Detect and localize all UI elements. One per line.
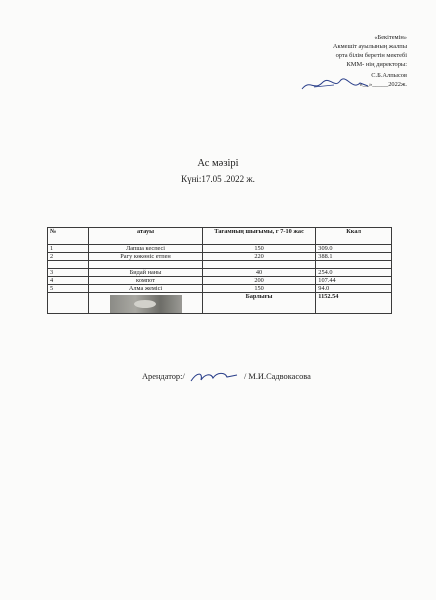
header-portion: Тағамның шығымы, г 7-10 жас [202, 228, 316, 245]
document-date: Күні:17.05 .2022 ж. [181, 174, 255, 184]
renter-label: Арендатор:/ [142, 371, 185, 381]
row-kcal: 94.0 [316, 285, 392, 293]
total-value: 1152.54 [316, 293, 392, 314]
row-num: 2 [48, 253, 89, 261]
renter-line [142, 370, 311, 384]
table-row [48, 253, 392, 261]
approval-line: «Бекітемін» [374, 34, 407, 41]
row-portion: 150 [202, 285, 316, 293]
director-signature [300, 77, 370, 93]
table-total-row [48, 293, 392, 314]
table-header-row [48, 228, 392, 245]
food-photo [110, 295, 182, 313]
director-name: С.Б.Алпысов [371, 72, 407, 79]
row-kcal: 388.1 [316, 253, 392, 261]
table-row [48, 277, 392, 285]
row-portion: 200 [202, 277, 316, 285]
table-row [48, 245, 392, 253]
approval-date: «__»_____2022ж. [359, 81, 407, 88]
menu-table [47, 227, 392, 314]
document-title: Ас мәзірі [197, 158, 239, 169]
header-kcal: Ккал [316, 228, 392, 245]
row-name: Лапша кеспесі [89, 245, 203, 253]
row-portion: 220 [202, 253, 316, 261]
approval-line: орта білім беретін мектебі [335, 52, 407, 59]
row-num: 3 [48, 269, 89, 277]
row-portion: 150 [202, 245, 316, 253]
approval-line: КММ- нің директоры: [346, 61, 407, 68]
row-num: 1 [48, 245, 89, 253]
header-num: № [48, 228, 89, 245]
food-photo-cell [89, 293, 203, 314]
row-portion: 40 [202, 269, 316, 277]
row-name: компот [89, 277, 203, 285]
renter-signature [187, 370, 242, 384]
approval-line: Акмешіт ауылының жалпы [332, 43, 407, 50]
row-num: 4 [48, 277, 89, 285]
row-kcal: 309.0 [316, 245, 392, 253]
row-name: Бидай наны [89, 269, 203, 277]
table-row [48, 285, 392, 293]
approval-block [267, 33, 407, 89]
table-row [48, 269, 392, 277]
renter-name: / М.И.Садвокасова [243, 371, 311, 381]
row-kcal: 254.0 [316, 269, 392, 277]
total-label: Барлығы [202, 293, 316, 314]
table-row-spacer [48, 261, 392, 269]
row-num: 5 [48, 285, 89, 293]
row-name: Алма жемісі [89, 285, 203, 293]
row-kcal: 107.44 [316, 277, 392, 285]
header-name: атауы [89, 228, 203, 245]
row-name: Рагу көкөніс етпен [89, 253, 203, 261]
